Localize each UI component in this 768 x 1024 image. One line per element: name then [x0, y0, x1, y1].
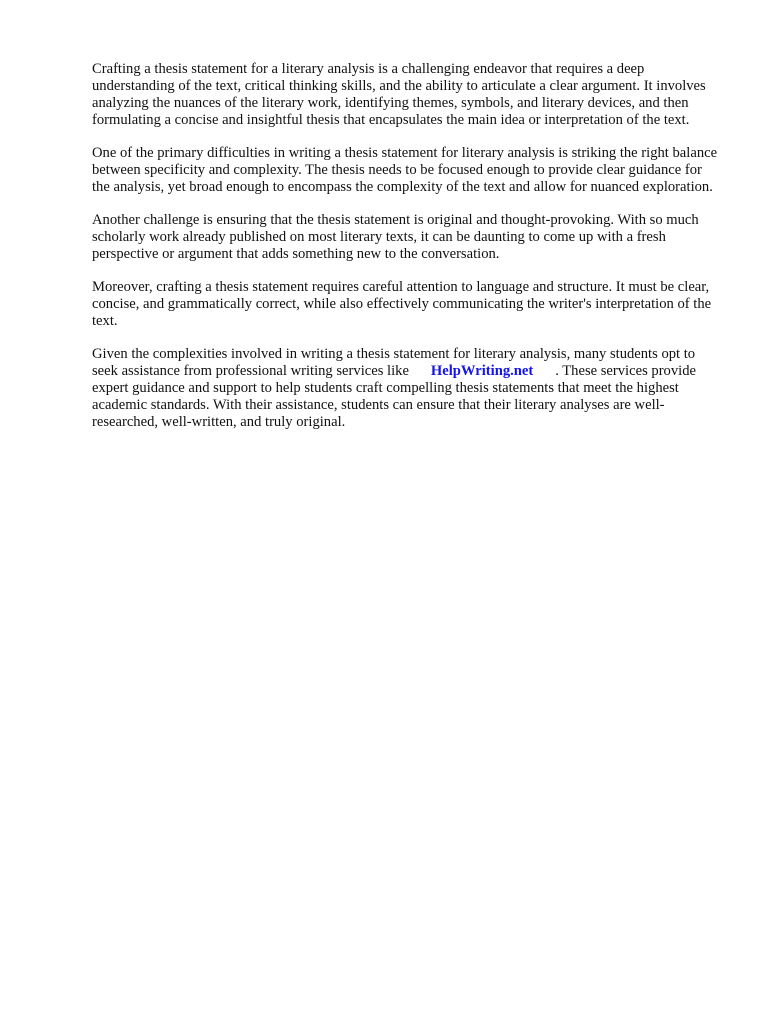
paragraph-2: One of the primary difficulties in writing a thesis statement for literary analysis is striking the right balance between specificity and complexity. The thesis needs to be focused enough to provide clear guidance for the analysis, yet broad enough to encompass the complexity of the text and allow for nuanced exploration.: [92, 145, 718, 195]
paragraph-3: Another challenge is ensuring that the thesis statement is original and thought-provoking. With so much scholarly work already published on most literary texts, it can be daunting to come up with a fresh perspective or argument that adds something new to the conversation.: [92, 212, 699, 262]
paragraph-4: Moreover, crafting a thesis statement requires careful attention to language and structure. It must be clear, concise, and grammatically correct, while also effectively communicating the writer's interpretation of the text.: [92, 279, 712, 329]
helpwriting-link[interactable]: HelpWriting.net: [430, 363, 534, 379]
paragraph-5-before-link: Given the complexities involved in writing a thesis statement for literary analysis, many students opt to seek assistance from professional writing services like: [92, 346, 696, 379]
paragraph-5: [92, 346, 720, 431]
paragraph-5-after-link: . These services provide expert guidance and support to help students craft compelling thesis statements that meet the highest academic standards. With their assistance, students can ensure that their literary analyses are well-researched, well-written, and truly original.: [92, 363, 696, 430]
paragraph-1: Crafting a thesis statement for a literary analysis is a challenging endeavor that requires a deep understanding of the text, critical thinking skills, and the ability to articulate a clear argument. It involves analyzing the nuances of the literary work, identifying themes, symbols, and literary devices, and then formulating a concise and insightful thesis that encapsulates the main idea or interpretation of the text.: [92, 61, 706, 128]
document-body: [92, 61, 720, 447]
